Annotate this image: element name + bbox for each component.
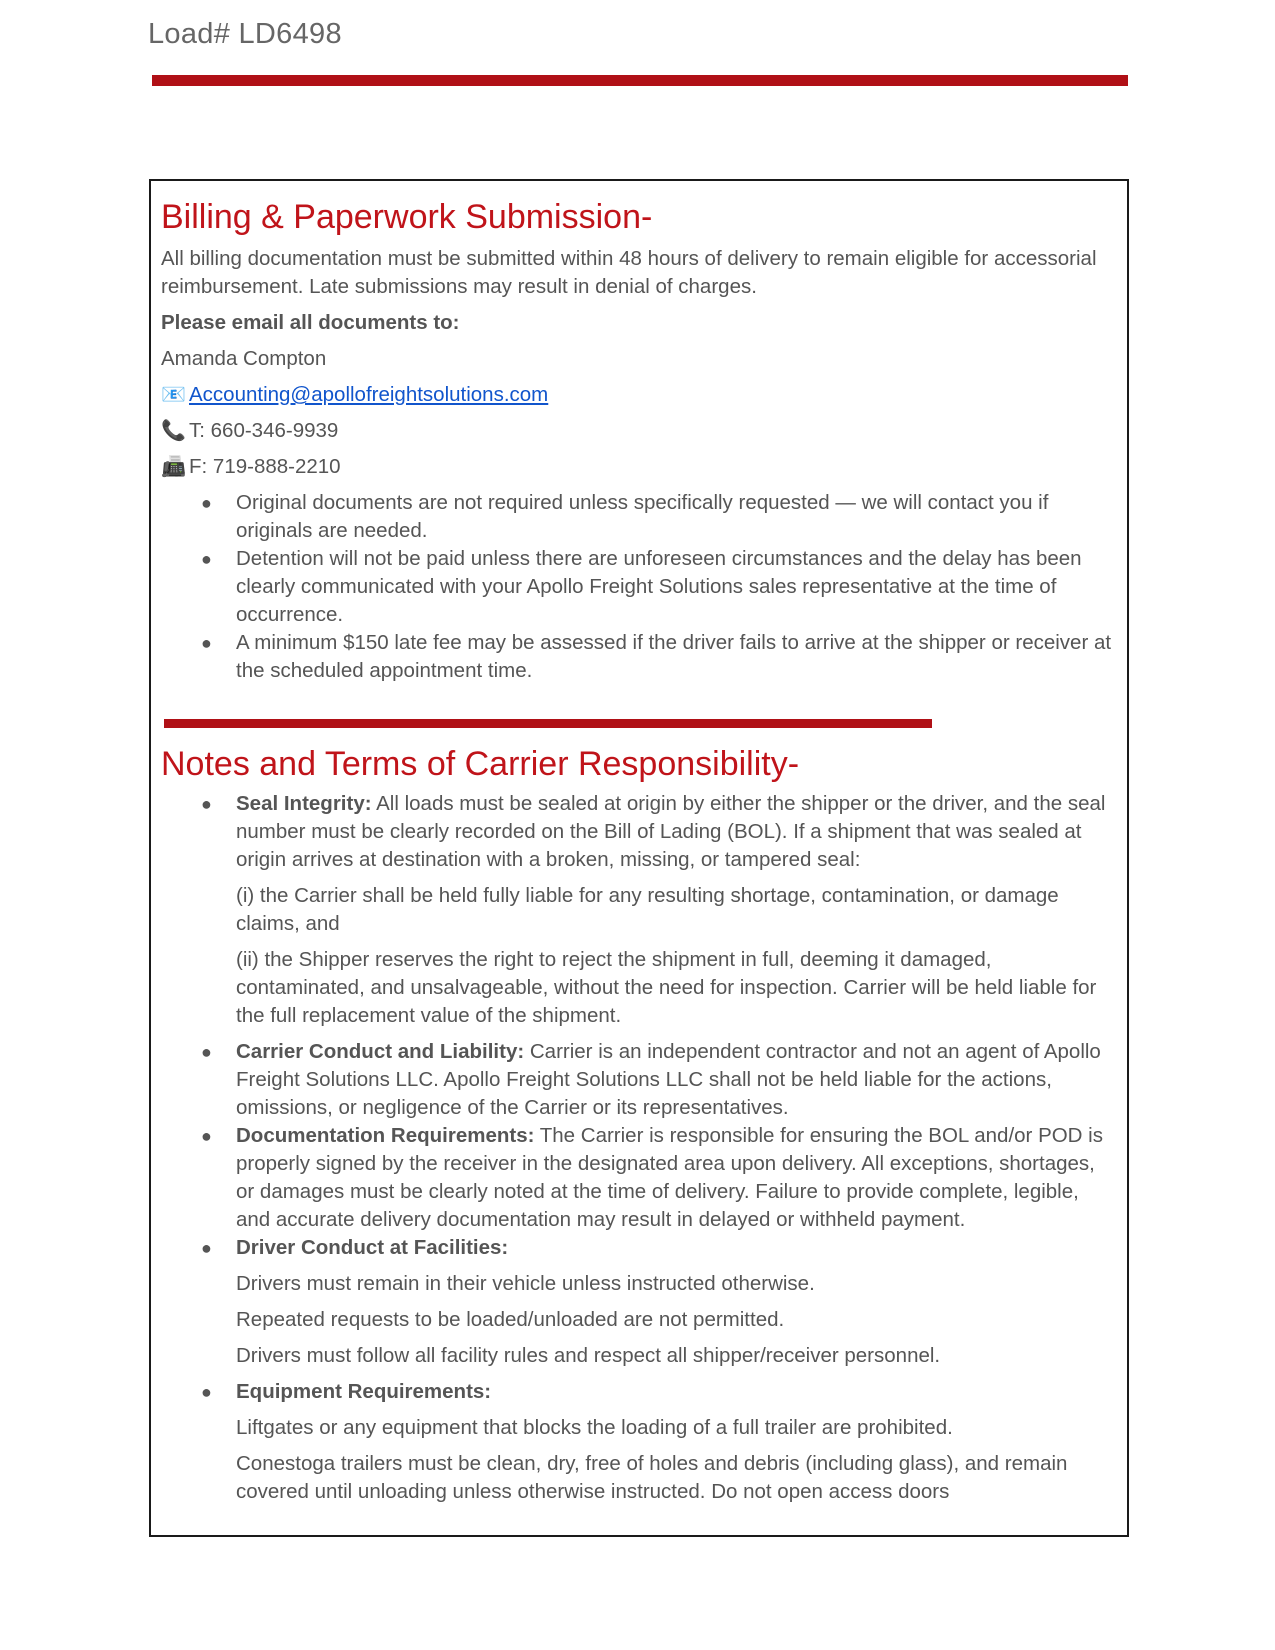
term-label: Equipment Requirements: [236,1380,492,1403]
term-subitem: (ii) the Shipper reserves the right to reject the shipment in full, deeming it damaged, contaminated, and unsalvageable, without the need for inspection. Carrier will be held liable for the full replacement value of the shipment. [236,948,1097,1027]
term-subitem: Liftgates or any equipment that blocks the loading of a full trailer are prohibited. [236,1416,953,1439]
fax-row [161,453,1117,481]
term-label: Driver Conduct at Facilities: [236,1236,509,1259]
email-instructions-label: Please email all documents to: [161,311,460,334]
fax-icon: 📠 [161,456,186,478]
terms-item-equipment [201,1378,1117,1506]
billing-bullet-list [161,489,1117,685]
terms-item-driver-conduct [201,1234,1117,1370]
terms-item-seal-integrity [201,790,1117,1030]
term-text: All loads must be sealed at origin by either the shipper or the driver, and the seal number must be clearly recorded on the Bill of Lading (BOL). If a shipment that was sealed at origin arrives at destination with a broken, missing, or tampered seal: [236,792,1106,871]
bullet-icon: ● [201,1042,212,1062]
email-row [161,381,1117,409]
term-subitem: (i) the Carrier shall be held fully liable for any resulting shortage, contamination, or damage claims, and [236,884,1059,935]
email-link[interactable]: Accounting@apollofreightsolutions.com [189,383,549,406]
bullet-icon: ● [201,1382,212,1402]
term-text: Carrier is an independent contractor and not an agent of Apollo Freight Solutions LLC. Apollo Freight Solutions LLC shall not be held liable for the actions, omissions, or negligence of the Carrier or its representatives. [236,1040,1101,1119]
term-label: Seal Integrity: [236,792,372,815]
term-subitem: Repeated requests to be loaded/unloaded are not permitted. [236,1308,785,1331]
load-number-header: Load# LD6498 [148,18,342,50]
contact-name: Amanda Compton [161,347,327,370]
section-divider [164,719,932,728]
term-subitem: Drivers must follow all facility rules and respect all shipper/receiver personnel. [236,1344,941,1367]
list-item: ● A minimum $150 late fee may be assessed if the driver fails to arrive at the shipper or receiver at the scheduled appointment time. [201,631,1112,682]
terms-item-carrier-conduct [201,1038,1117,1122]
billing-section-title: Billing & Paperwork Submission- [161,198,653,236]
phone-icon: 📞 [161,420,186,442]
bullet-icon: ● [201,1238,212,1258]
term-label: Documentation Requirements: [236,1124,535,1147]
term-subitem: Conestoga trailers must be clean, dry, free of holes and debris (including glass), and remain covered until unloading unless otherwise instructed. Do not open access doors [236,1452,1068,1503]
bullet-icon: ● [201,794,212,814]
terms-section-title: Notes and Terms of Carrier Responsibility- [161,745,800,783]
bullet-icon: ● [201,549,212,569]
terms-bullet-list [161,790,1117,1506]
list-item: ● Original documents are not required unless specifically requested — we will contact you if originals are needed. [201,491,1049,542]
bullet-icon: ● [201,1126,212,1146]
term-text: The Carrier is responsible for ensuring the BOL and/or POD is properly signed by the receiver in the designated area upon delivery. All exceptions, shortages, or damages must be clearly noted at the time of delivery. Failure to provide complete, legible, and accurate delivery documentation may result in delayed or withheld payment. [236,1124,1103,1231]
term-subitem: Drivers must remain in their vehicle unless instructed otherwise. [236,1272,815,1295]
phone-row [161,417,1117,445]
terms-box [149,179,1129,1537]
list-item: ● Detention will not be paid unless there are unforeseen circumstances and the delay has been clearly communicated with your Apollo Freight Solutions sales representative at the time of occurrence. [201,547,1082,626]
fax-number: F: 719-888-2210 [189,455,341,478]
email-icon: 📧 [161,384,186,406]
terms-item-documentation [201,1122,1117,1234]
term-label: Carrier Conduct and Liability: [236,1040,525,1063]
phone-number: T: 660-346-9939 [189,419,339,442]
billing-intro: All billing documentation must be submitted within 48 hours of delivery to remain eligible for accessorial reimbursement. Late submissions may result in denial of charges. [161,247,1097,298]
header-divider [152,75,1128,86]
bullet-icon: ● [201,493,212,513]
bullet-icon: ● [201,633,212,653]
